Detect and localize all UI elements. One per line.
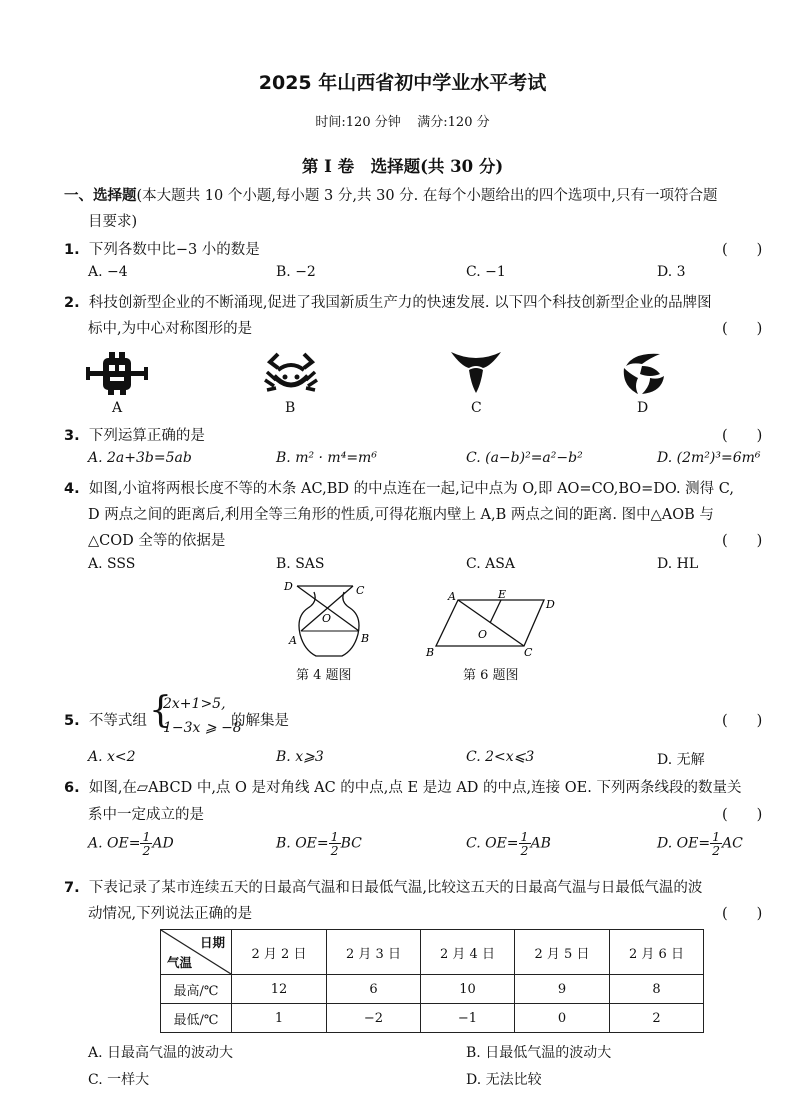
time-label: 时间:120 分钟 [315, 115, 401, 130]
question-1 [64, 238, 260, 259]
exam-subtitle [0, 111, 805, 130]
question-text: 下列各数中比−3 小的数是 [88, 242, 260, 258]
table-cell: 0 [515, 1004, 610, 1033]
fig6-label-d: D [546, 598, 555, 611]
swirl-logo-icon [620, 352, 666, 396]
section-heading [64, 184, 717, 205]
question-6 [64, 776, 741, 797]
logo-label-b: B [285, 400, 296, 416]
question-number: 1. [64, 242, 80, 258]
option-c: C. 一样大 [88, 1072, 150, 1088]
section-instructions-1: (本大题共 10 个小题,每小题 3 分,共 30 分. 在每个小题给出的四个选项中,只有一项符合题 [136, 188, 718, 204]
question-number: 4. [64, 481, 80, 497]
section-heading-num: 一、 [64, 188, 93, 204]
option-tail: AD [152, 835, 174, 852]
row-label: 最低/℃ [161, 1004, 232, 1033]
option-b: B. m² · m⁴=m⁶ [276, 450, 377, 466]
question-7 [64, 876, 702, 897]
section-heading-bold: 选择题 [93, 188, 137, 204]
option-b: B. 日最低气温的波动大 [466, 1045, 612, 1061]
option-c: C. −1 [466, 264, 506, 280]
fig6-label-b: B [426, 646, 435, 659]
logo-label-c: C [471, 400, 482, 416]
tripod-logo-icon [449, 350, 503, 394]
question-number: 2. [64, 295, 80, 311]
question-number: 7. [64, 880, 80, 896]
fraction-numerator: 1 [712, 829, 721, 844]
fraction-denominator: 2 [520, 843, 529, 858]
option-a [88, 830, 174, 857]
question-3 [64, 424, 205, 445]
temperature-table [160, 929, 704, 1033]
question-text-line2: 系中一定成立的是 [88, 807, 204, 823]
option-a: A. 日最高气温的波动大 [88, 1045, 234, 1061]
fraction-denominator: 2 [712, 843, 721, 858]
fraction-numerator: 1 [142, 829, 151, 844]
answer-blank: ( ) [722, 533, 763, 549]
figure-4-vase [280, 578, 380, 662]
row-label: 最高/℃ [161, 975, 232, 1004]
figure-6-parallelogram [422, 588, 562, 660]
corner-date-label: 日期 [199, 935, 225, 950]
score-label: 满分:120 分 [417, 115, 490, 130]
fraction-denominator: 2 [142, 843, 151, 858]
question-text-line2: 动情况,下列说法正确的是 [88, 906, 253, 922]
table-cell: −2 [327, 1004, 421, 1033]
option-label: B. OE= [276, 835, 329, 852]
fraction-denominator: 2 [330, 843, 339, 858]
fraction [140, 830, 152, 857]
question-suffix: 的解集是 [231, 713, 289, 729]
fraction [329, 830, 341, 857]
option-a: A. 2a+3b=5ab [88, 450, 192, 466]
option-d: D. 无解 [657, 752, 705, 768]
answer-blank: ( ) [722, 242, 763, 258]
option-c [466, 830, 551, 857]
exam-title: 2025 年山西省初中学业水平考试 [258, 72, 547, 94]
option-tail: AC [722, 835, 743, 852]
option-c: C. (a−b)²=a²−b² [466, 450, 583, 466]
option-d [657, 830, 743, 857]
date-cell: 2 月 2 日 [232, 930, 327, 975]
option-a: A. −4 [88, 264, 128, 280]
fig4-label-c: C [356, 584, 365, 597]
option-label: C. OE= [466, 835, 519, 852]
option-tail: AB [530, 835, 551, 852]
figure-4-caption: 第 4 题图 [296, 668, 352, 683]
option-tail: BC [340, 835, 362, 852]
table-cell: 10 [421, 975, 515, 1004]
question-number: 3. [64, 428, 80, 444]
fig6-label-c: C [524, 646, 533, 659]
option-a: A. x<2 [88, 749, 136, 765]
fig6-label-a: A [448, 590, 456, 603]
fraction [519, 830, 531, 857]
fig4-label-d: D [284, 580, 293, 593]
option-label: A. OE= [88, 835, 141, 852]
fraction-numerator: 1 [330, 829, 339, 844]
inequality-1: 2x+1>5, [163, 696, 226, 712]
fig6-label-o: O [478, 628, 488, 641]
option-d: D. 无法比较 [466, 1072, 542, 1088]
option-d: D. (2m²)³=6m⁶ [657, 450, 761, 466]
table-cell: 8 [610, 975, 704, 1004]
brace-icon: { [149, 690, 172, 731]
question-text-line1: 如图,在▱ABCD 中,点 O 是对角线 AC 的中点,点 E 是边 AD 的中点,连接 OE. 下列两条线段的数量关 [88, 780, 742, 796]
date-cell: 2 月 4 日 [421, 930, 515, 975]
question-text-line3: △COD 全等的依据是 [88, 533, 226, 549]
question-text: 下列运算正确的是 [88, 428, 205, 444]
answer-blank: ( ) [722, 428, 763, 444]
table-row-high [161, 975, 704, 1004]
table-row-low [161, 1004, 704, 1033]
option-d: D. HL [657, 556, 699, 572]
answer-blank: ( ) [722, 807, 763, 823]
question-prefix: 不等式组 [88, 713, 147, 729]
corner-temp-label: 气温 [167, 955, 193, 970]
option-c: C. 2<x⩽3 [466, 749, 535, 765]
crab-logo-icon [264, 350, 318, 396]
answer-blank: ( ) [722, 906, 763, 922]
option-d: D. 3 [657, 264, 686, 280]
section-instructions-2: 目要求) [88, 214, 138, 230]
option-a: A. SSS [88, 556, 136, 572]
robot-logo-icon [86, 352, 148, 396]
table-cell: −1 [421, 1004, 515, 1033]
question-2 [64, 291, 712, 312]
date-cell: 2 月 5 日 [515, 930, 610, 975]
answer-blank: ( ) [722, 713, 763, 729]
fraction-numerator: 1 [520, 829, 529, 844]
table-header-row [161, 930, 704, 975]
inequality-2: 1−3x ⩾ −8 [163, 720, 242, 736]
option-label: D. OE= [657, 835, 711, 852]
question-text-line1: 下表记录了某市连续五天的日最高气温和日最低气温,比较这五天的日最高气温与日最低气温的波 [88, 880, 703, 896]
fig4-label-o: O [322, 612, 332, 625]
question-4 [64, 477, 734, 498]
question-number: 5. [64, 713, 80, 729]
question-text-line1: 科技创新型企业的不断涌现,促进了我国新质生产力的快速发展. 以下四个科技创新型企业的品牌图 [88, 295, 712, 311]
table-cell: 9 [515, 975, 610, 1004]
option-b: B. −2 [276, 264, 316, 280]
section-title: 第 Ⅰ 卷 选择题(共 30 分) [301, 157, 504, 176]
fig6-label-e: E [498, 588, 507, 601]
table-cell: 6 [327, 975, 421, 1004]
option-c: C. ASA [466, 556, 515, 572]
fig4-label-b: B [361, 632, 370, 645]
table-corner-cell [161, 930, 232, 975]
date-cell: 2 月 6 日 [610, 930, 704, 975]
date-cell: 2 月 3 日 [327, 930, 421, 975]
table-cell: 1 [232, 1004, 327, 1033]
question-text-line2: D 两点之间的距离后,利用全等三角形的性质,可得花瓶内壁上 A,B 两点之间的距离. 图中△AOB 与 [88, 507, 714, 523]
logo-label-d: D [637, 400, 649, 416]
option-b: B. x⩾3 [276, 749, 324, 765]
table-cell: 2 [610, 1004, 704, 1033]
fraction [710, 830, 722, 857]
table-cell: 12 [232, 975, 327, 1004]
question-text-line1: 如图,小谊将两根长度不等的木条 AC,BD 的中点连在一起,记中点为 O,即 AO=CO,BO=DO. 测得 C, [88, 481, 734, 497]
logo-label-a: A [112, 400, 123, 416]
option-b [276, 830, 362, 857]
question-text-line2: 标中,为中心对称图形的是 [88, 321, 253, 337]
fig4-label-a: A [289, 634, 297, 647]
figure-6-caption: 第 6 题图 [463, 668, 519, 683]
question-5-number [64, 709, 147, 730]
answer-blank: ( ) [722, 321, 763, 337]
option-b: B. SAS [276, 556, 325, 572]
question-number: 6. [64, 780, 80, 796]
